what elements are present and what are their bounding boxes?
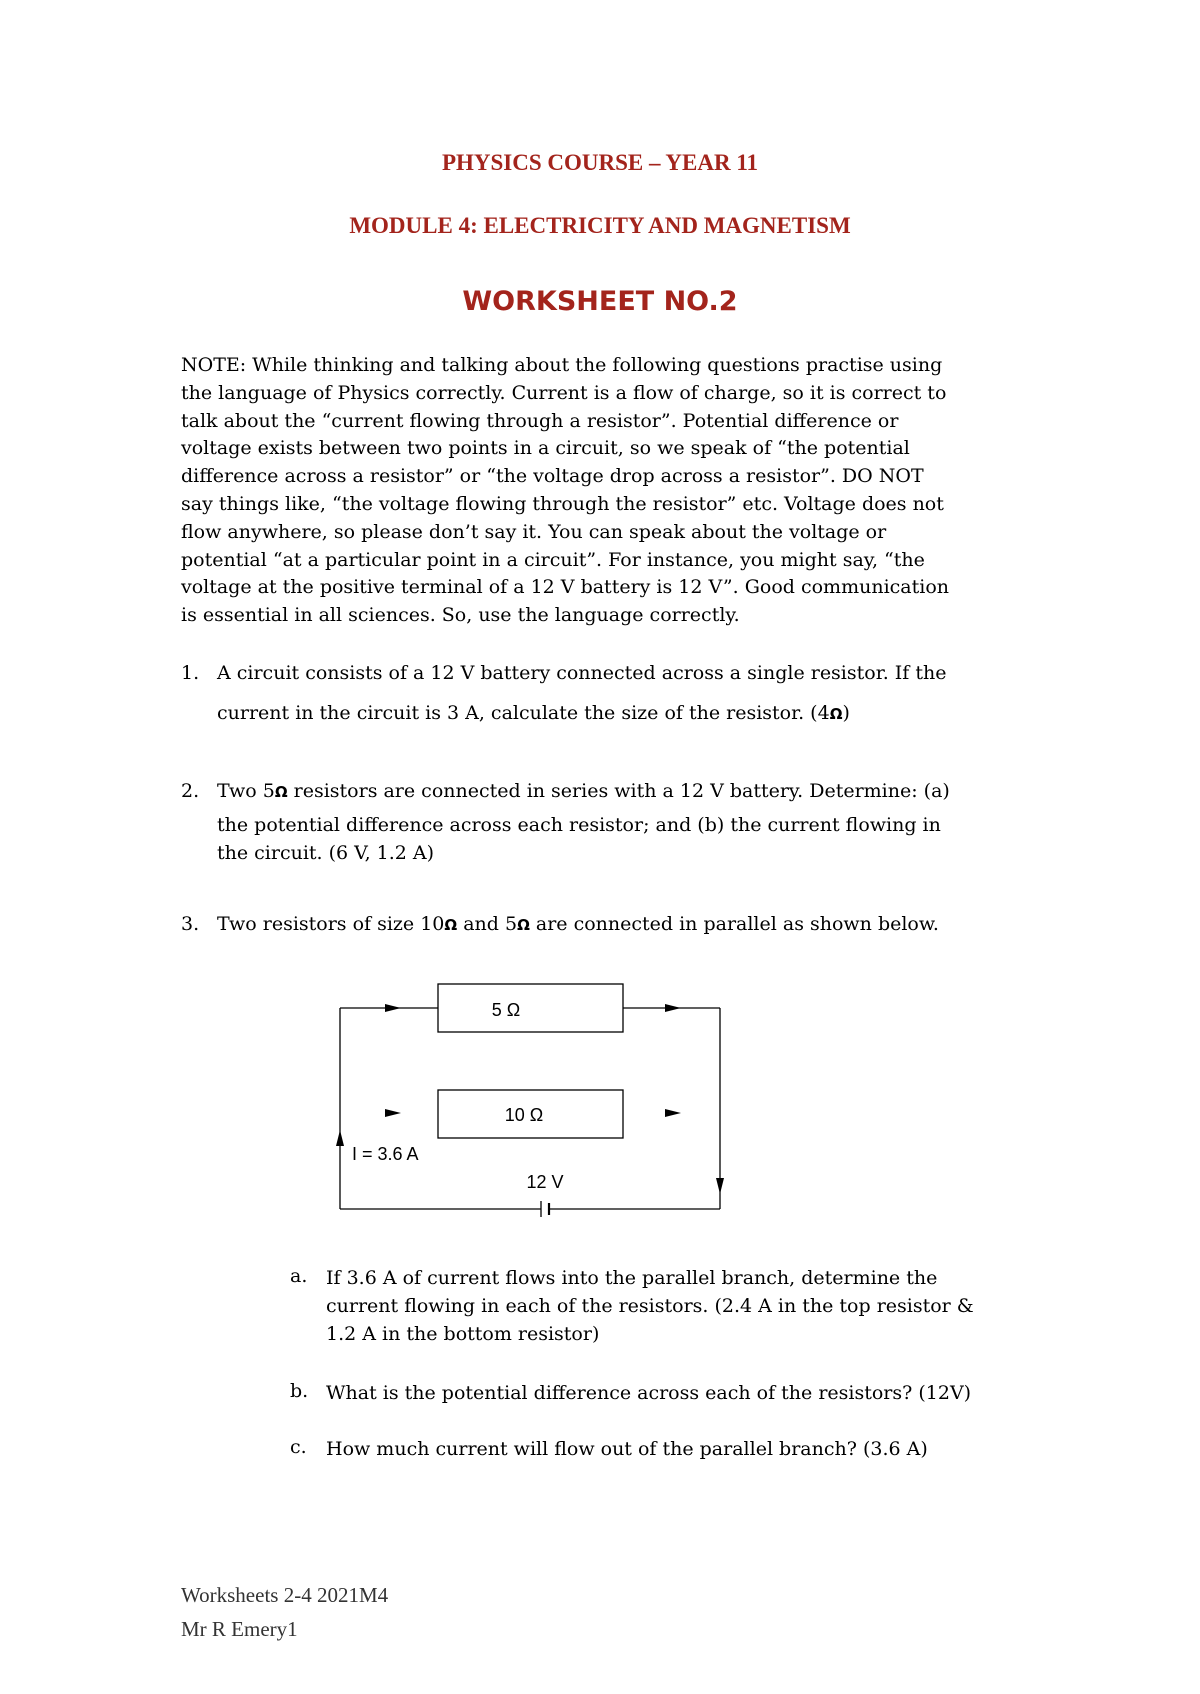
module-title: MODULE 4: ELECTRICITY AND MAGNETISM bbox=[349, 213, 851, 238]
arrow-right-icon bbox=[385, 1109, 401, 1117]
ohm-symbol: Ω bbox=[517, 916, 530, 934]
question-number: 2. bbox=[181, 780, 200, 802]
worksheet-title: WORKSHEET NO.2 bbox=[462, 286, 738, 317]
footer-line-2: Mr R Emery1 bbox=[181, 1617, 298, 1641]
course-title: PHYSICS COURSE – YEAR 11 bbox=[441, 150, 759, 175]
subquestion-letter: c. bbox=[290, 1436, 307, 1458]
top-resistor-label: 5 Ω bbox=[491, 1000, 521, 1020]
note-line: difference across a resistor” or “the voltage drop across a resistor”. DO NOT bbox=[181, 465, 924, 488]
note-line: say things like, “the voltage flowing through the resistor” etc. Voltage does not bbox=[181, 492, 944, 515]
note-line: talk about the “current flowing through a resistor”. Potential difference or bbox=[181, 409, 899, 432]
bottom-resistor-label: 10 Ω bbox=[504, 1105, 544, 1125]
question-text-line: A circuit consists of a 12 V battery connected across a single resistor. If the bbox=[217, 662, 947, 684]
subquestion-letter: a. bbox=[290, 1265, 308, 1287]
arrow-down-icon bbox=[716, 1178, 724, 1194]
question-text-line: Two 5Ω resistors are connected in series with a 12 V battery. Determine: (a) bbox=[217, 780, 950, 802]
note-line: NOTE: While thinking and talking about the following questions practise using bbox=[181, 354, 943, 376]
question-text-line: the potential difference across each resistor; and (b) the current flowing in bbox=[217, 814, 941, 836]
note-line: voltage exists between two points in a circuit, so we speak of “the potential bbox=[181, 437, 910, 460]
arrow-up-icon bbox=[336, 1130, 344, 1146]
question-number: 3. bbox=[181, 913, 200, 935]
subquestion-line: 1.2 A in the bottom resistor) bbox=[326, 1323, 600, 1345]
subquestion-line: If 3.6 A of current flows into the parallel branch, determine the bbox=[326, 1267, 938, 1289]
subquestion-c bbox=[290, 1436, 1090, 1466]
current-label: I = 3.6 A bbox=[352, 1144, 419, 1164]
note-line: flow anywhere, so please don’t say it. You can speak about the voltage or bbox=[181, 520, 887, 543]
subquestion-line: current flowing in each of the resistors. (2.4 A in the top resistor & bbox=[326, 1295, 974, 1317]
question-text-line: the circuit. (6 V, 1.2 A) bbox=[217, 842, 435, 864]
top-resistor bbox=[438, 984, 623, 1032]
subquestion-line: What is the potential difference across each of the resistors? (12V) bbox=[326, 1382, 972, 1404]
question-number: 1. bbox=[181, 662, 200, 684]
subquestion-a bbox=[290, 1265, 1090, 1355]
arrow-right-icon bbox=[385, 1004, 401, 1012]
note-line: potential “at a particular point in a circuit”. For instance, you might say, “the bbox=[181, 548, 925, 571]
arrow-right-icon bbox=[665, 1109, 681, 1117]
note-line: the language of Physics correctly. Current is a flow of charge, so it is correct to bbox=[181, 381, 947, 404]
question-text-line: Two resistors of size 10Ω and 5Ω are connected in parallel as shown below. bbox=[217, 913, 939, 935]
note-line: is essential in all sciences. So, use the language correctly. bbox=[181, 604, 740, 627]
ohm-symbol: Ω bbox=[444, 916, 458, 934]
subquestion-b bbox=[290, 1380, 1090, 1410]
subquestion-letter: b. bbox=[290, 1380, 309, 1402]
question-text-line: current in the circuit is 3 A, calculate the size of the resistor. (4Ω) bbox=[217, 702, 850, 724]
footer-line-1: Worksheets 2-4 2021M4 bbox=[181, 1583, 389, 1607]
battery-label: 12 V bbox=[526, 1172, 564, 1192]
subquestion-line: How much current will flow out of the parallel branch? (3.6 A) bbox=[326, 1438, 928, 1460]
note-line: voltage at the positive terminal of a 12 V battery is 12 V”. Good communication bbox=[181, 576, 949, 599]
ohm-symbol: Ω bbox=[274, 783, 288, 801]
ohm-symbol: Ω bbox=[829, 705, 843, 723]
arrow-right-icon bbox=[665, 1004, 681, 1012]
